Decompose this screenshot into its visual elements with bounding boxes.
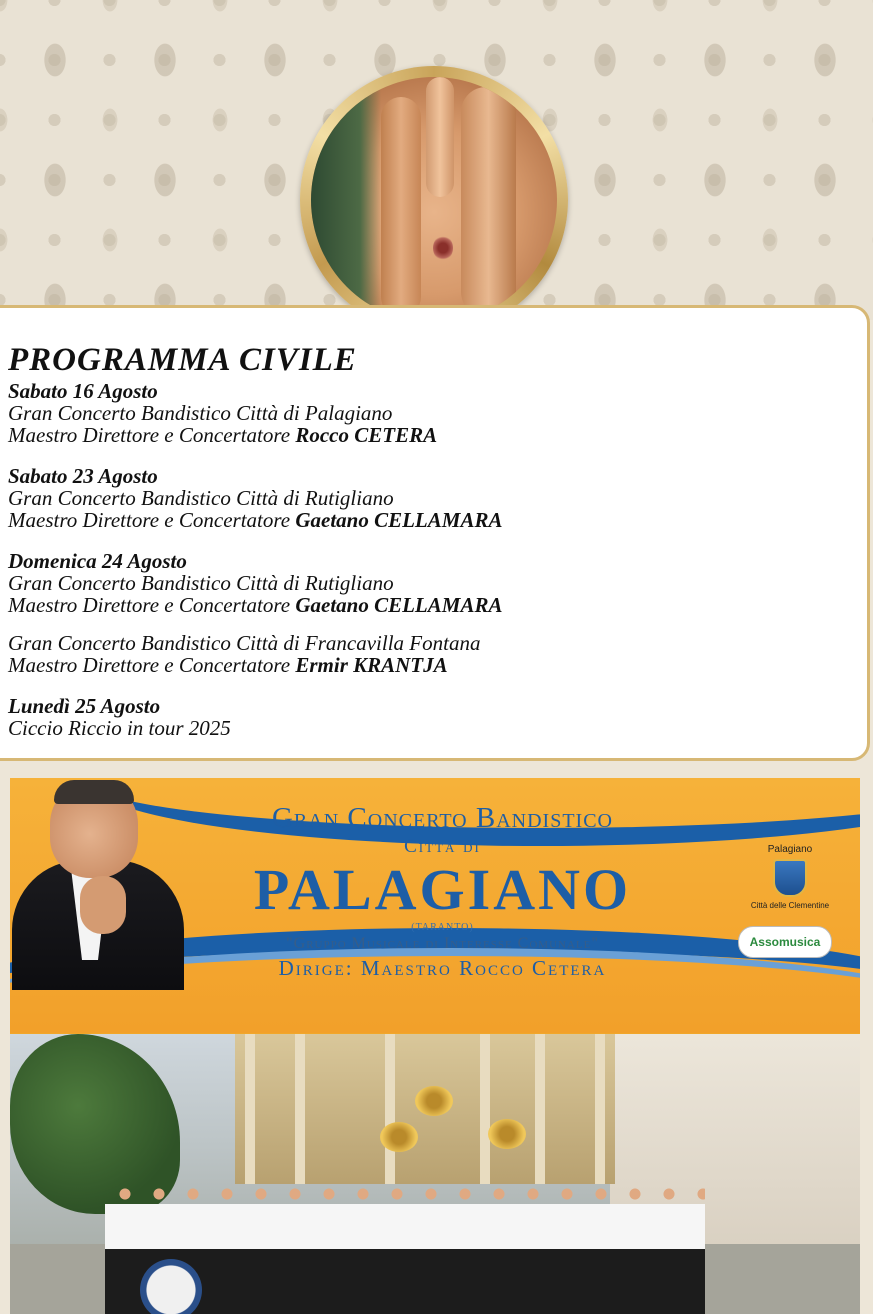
poster-banner	[10, 778, 860, 1033]
bass-drum	[140, 1259, 202, 1314]
program-section	[8, 342, 858, 758]
event-band: Gran Concerto Bandistico Città di Francavilla Fontana	[8, 631, 481, 655]
poster-line-city: PALAGIANO	[253, 857, 632, 922]
event-item	[8, 695, 858, 739]
medallion-image	[300, 66, 568, 334]
event-band: Gran Concerto Bandistico Città di Palagiano	[8, 401, 393, 425]
crest-name: Palagiano	[767, 844, 813, 855]
event-band: Ciccio Riccio in tour 2025	[8, 716, 231, 740]
city-crest	[745, 844, 835, 910]
poster-line-concert: Gran Concerto Bandistico	[271, 802, 613, 834]
director-name: Ermir KRANTJA	[295, 653, 448, 677]
program-title: PROGRAMMA CIVILE	[8, 342, 357, 378]
director-prefix: Maestro Direttore e Concertatore	[8, 653, 291, 677]
director-prefix: Maestro Direttore e Concertatore	[8, 423, 291, 447]
event-item	[8, 550, 858, 616]
event-date: Sabato 23 Agosto	[8, 464, 158, 488]
crest-subtitle: Città delle Clementine	[750, 901, 830, 910]
director-name: Gaetano CELLAMARA	[295, 508, 503, 532]
event-item	[8, 380, 858, 446]
poster-line-province: (TARANTO)	[411, 922, 474, 933]
event-band: Gran Concerto Bandistico Città di Rutigliano	[8, 486, 394, 510]
band-photo	[10, 1034, 860, 1314]
medallion-painting	[311, 77, 557, 323]
event-director	[8, 509, 858, 531]
event-date: Lunedì 25 Agosto	[8, 694, 161, 718]
event-date: Domenica 24 Agosto	[8, 549, 187, 573]
assomusica-logo: Assomusica	[738, 926, 832, 958]
poster-line-citta: Città di	[404, 836, 481, 857]
shield-icon	[773, 859, 807, 897]
director-prefix: Maestro Direttore e Concertatore	[8, 593, 291, 617]
event-director	[8, 594, 858, 616]
poster-title-block	[190, 800, 695, 982]
director-name: Gaetano CELLAMARA	[295, 593, 503, 617]
event-item	[8, 465, 858, 531]
event-item	[8, 632, 858, 676]
director-name: Rocco CETERA	[295, 423, 438, 447]
event-band: Gran Concerto Bandistico Città di Rutigliano	[8, 571, 394, 595]
event-date: Sabato 16 Agosto	[8, 379, 158, 403]
concert-poster	[10, 778, 860, 1314]
poster-line-director: Dirige: Maestro Rocco Cetera	[278, 956, 607, 980]
poster-line-group: "Gruppo Musicale di Interesse Comunale"	[286, 935, 599, 952]
event-director	[8, 424, 858, 446]
maestro-portrait	[12, 780, 184, 990]
event-director	[8, 654, 858, 676]
director-prefix: Maestro Direttore e Concertatore	[8, 508, 291, 532]
